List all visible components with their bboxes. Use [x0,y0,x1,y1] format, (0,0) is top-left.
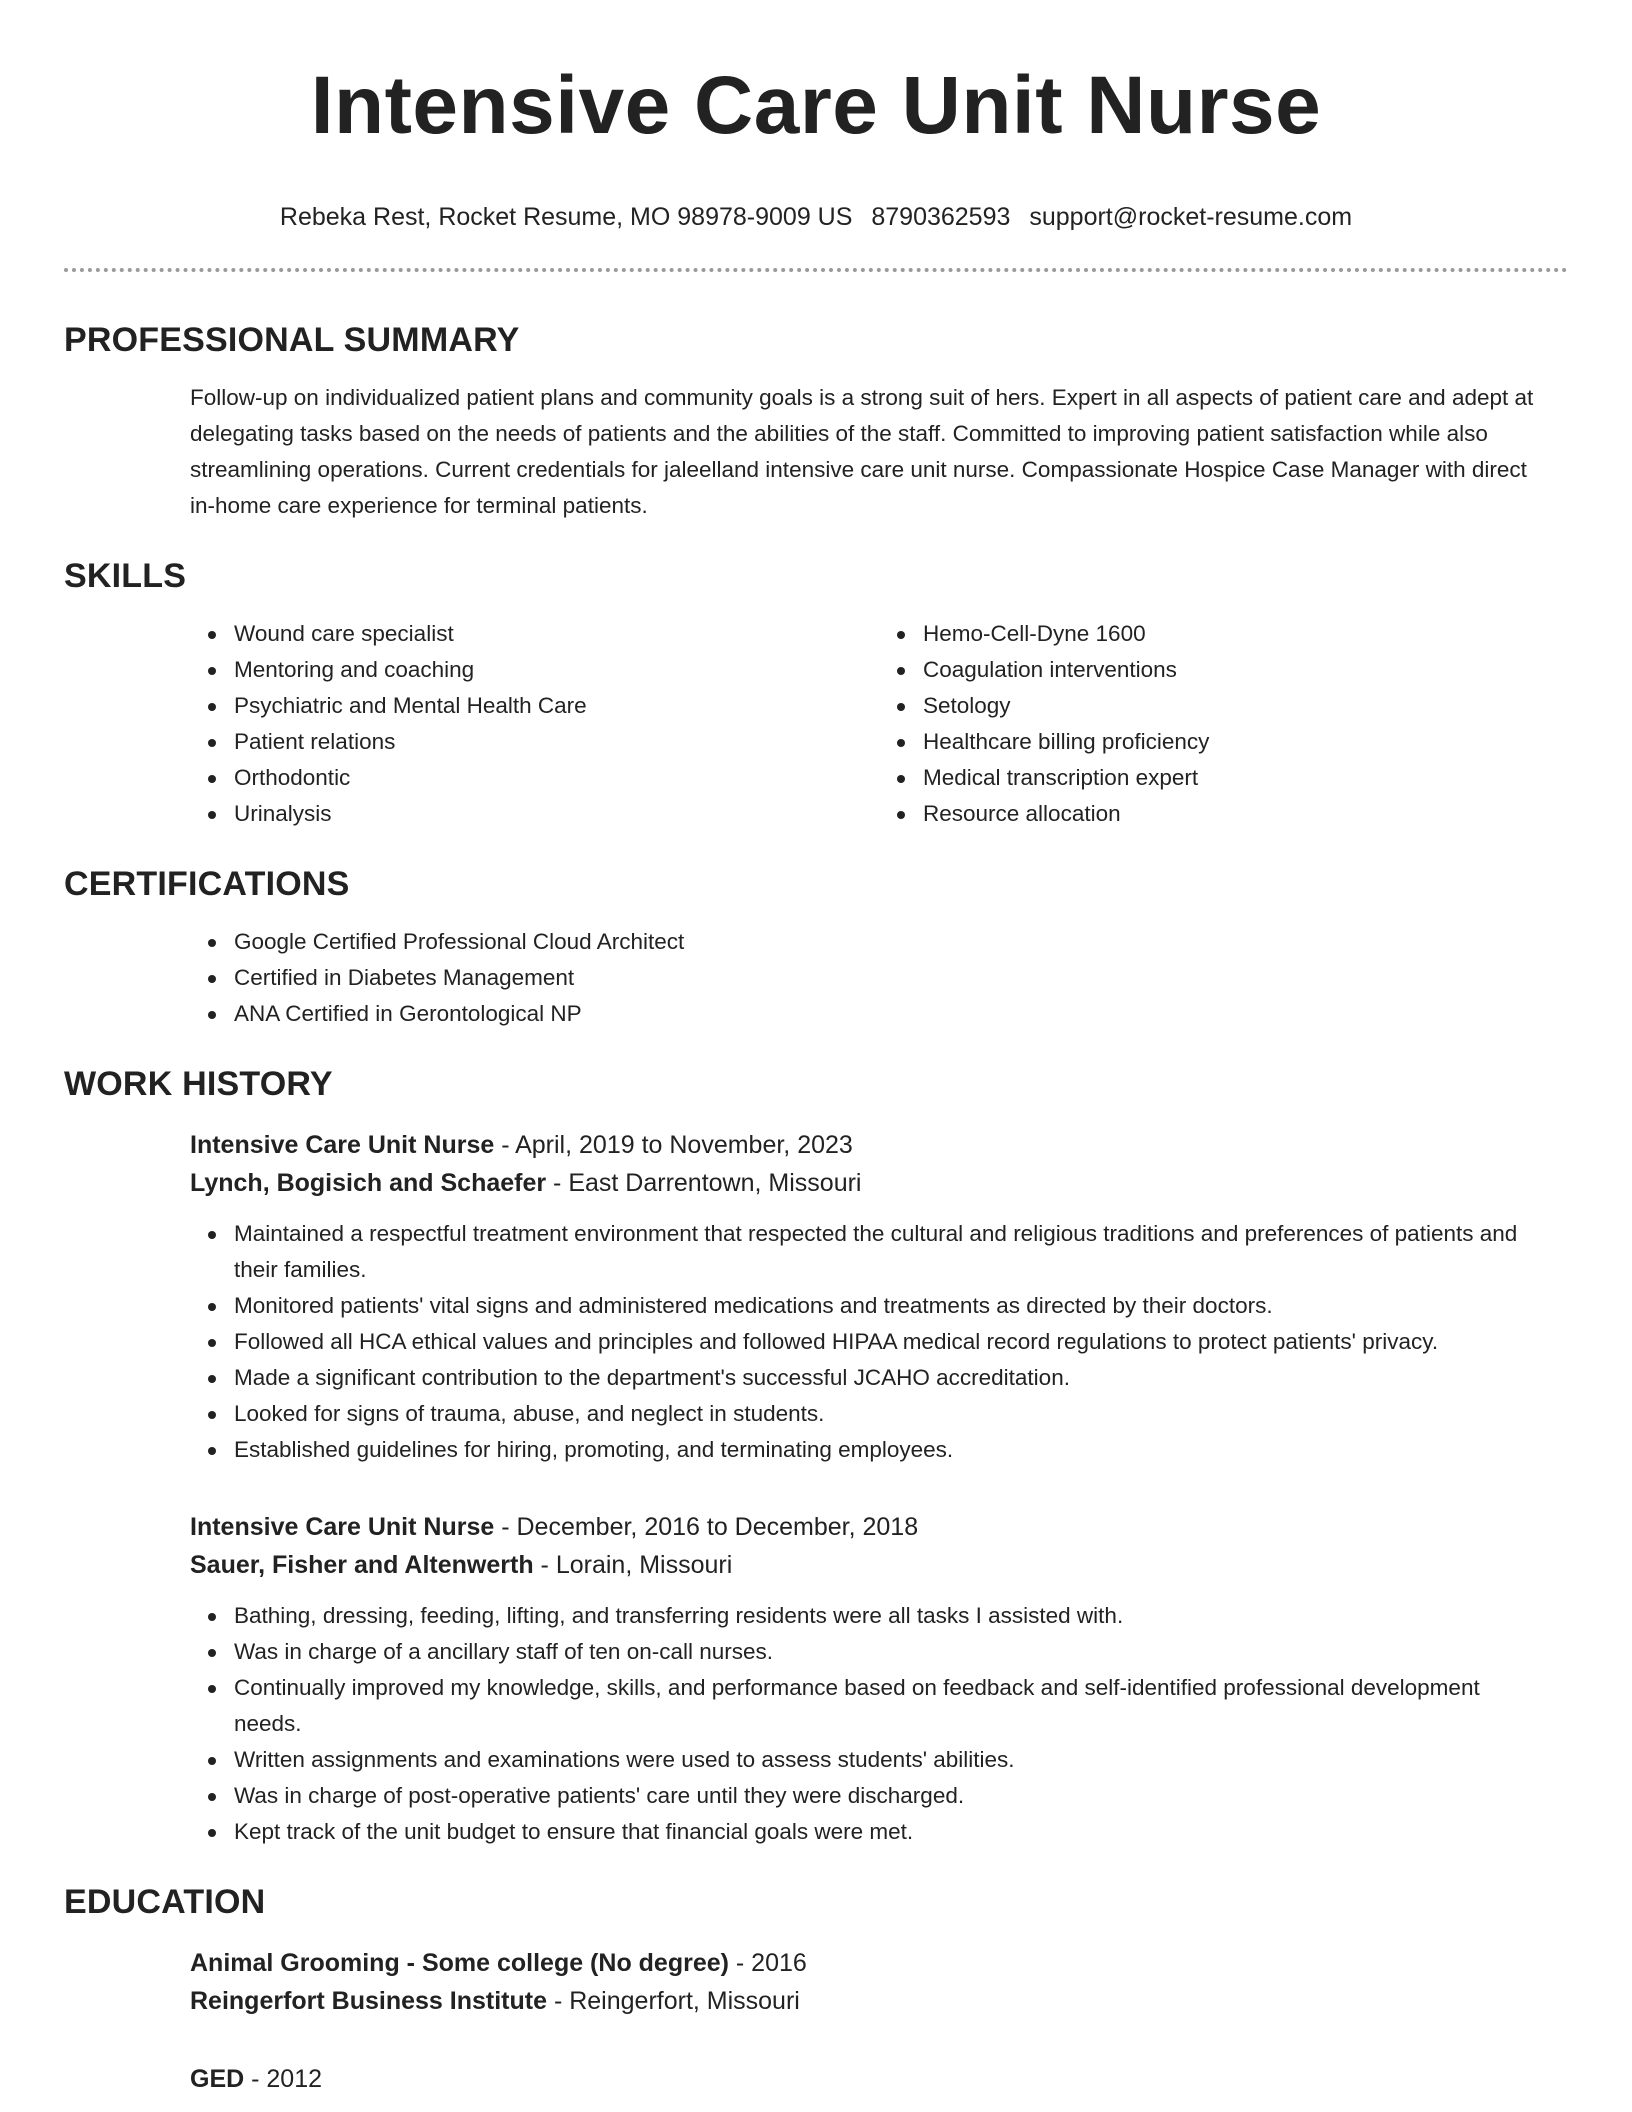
education-location: - Reingerfort, Missouri [547,1987,800,2015]
job-duty: Bathing, dressing, feeding, lifting, and transferring residents were all tasks I assisted with. [234,1598,1538,1634]
job-company-line [190,1546,1568,1584]
work-history-heading: WORK HISTORY [64,1065,333,1103]
phone: 8790362593 [871,203,1011,231]
skill-item: Hemo-Cell-Dyne 1600 [923,616,1568,652]
skills-list [64,616,1568,832]
certification-item: Google Certified Professional Cloud Architect [234,924,1568,960]
certification-item: ANA Certified in Gerontological NP [234,996,1568,1032]
education-year: - 2012 [244,2065,323,2093]
address: Rebeka Rest, Rocket Resume, MO 98978-9009 US [279,203,853,231]
education-year: - 2016 [728,1949,807,1977]
skill-item: Setology [923,688,1568,724]
summary-heading: PROFESSIONAL SUMMARY [64,321,520,359]
job-duty: Kept track of the unit budget to ensure that financial goals were met. [234,1814,1538,1850]
skill-item: Mentoring and coaching [234,652,879,688]
job-duties-list [190,1598,1568,1850]
education-school: Reingerfort Business Institute [190,1987,547,2015]
education-school-line [190,1982,1568,2020]
job-duty: Continually improved my knowledge, skills, and performance based on feedback and self-identified professional development needs. [234,1670,1538,1742]
job-role: Intensive Care Unit Nurse [190,1513,495,1541]
skill-item: Wound care specialist [234,616,879,652]
job-duty: Was in charge of post-operative patients' care until they were discharged. [234,1778,1538,1814]
skill-item: Coagulation interventions [923,652,1568,688]
job-role-line [190,1126,1568,1164]
summary-text: Follow-up on individualized patient plans and community goals is a strong suit of hers. Expert in all aspects of patient care and adept at delegating tasks based on the needs of patients and the abilities of the staff. Committed to improving patient satisfaction while also streamlining operations. Current credentials for jaleelland intensive care unit nurse. Compassionate Hospice Case Manager with direct in-home care experience for terminal patients. [190,385,1534,518]
job-role-line [190,1508,1568,1546]
skill-item: Medical transcription expert [923,760,1568,796]
education-degree-line [190,1944,1568,1982]
job-dates: - December, 2016 to December, 2018 [494,1513,919,1541]
education-degree-line [190,2060,1568,2098]
job-duty: Established guidelines for hiring, promoting, and terminating employees. [234,1432,1538,1468]
job-entry [190,1508,1568,1850]
job-duty: Made a significant contribution to the department's successful JCAHO accreditation. [234,1360,1538,1396]
education-degree: Animal Grooming - Some college (No degree) [190,1949,729,1977]
job-location: - Lorain, Missouri [533,1551,733,1579]
skill-item: Patient relations [234,724,879,760]
job-duty: Monitored patients' vital signs and administered medications and treatments as directed by their doctors. [234,1288,1538,1324]
skills-heading: SKILLS [64,557,187,595]
job-duties-list [190,1216,1568,1468]
certification-item: Certified in Diabetes Management [234,960,1568,996]
skills-column-left [190,616,879,832]
job-duty: Was in charge of a ancillary staff of ten on-call nurses. [234,1634,1538,1670]
job-company-line [190,1164,1568,1202]
education-entry [190,2060,1568,2098]
contact-line [64,200,1568,234]
job-duty: Followed all HCA ethical values and principles and followed HIPAA medical record regulations to protect patients' privacy. [234,1324,1538,1360]
job-company: Lynch, Bogisich and Schaefer [190,1169,547,1197]
skill-item: Resource allocation [923,796,1568,832]
job-role: Intensive Care Unit Nurse [190,1131,495,1159]
job-location: - East Darrentown, Missouri [546,1169,862,1197]
resume-title: Intensive Care Unit Nurse [310,60,1322,151]
skill-item: Psychiatric and Mental Health Care [234,688,879,724]
email: support@rocket-resume.com [1029,203,1353,231]
education-degree: GED [190,2065,245,2093]
skill-item: Healthcare billing proficiency [923,724,1568,760]
education-heading: EDUCATION [64,1883,266,1921]
job-duty: Maintained a respectful treatment environment that respected the cultural and religious traditions and preferences of patients and their families. [234,1216,1538,1288]
certifications-list [190,924,1568,1032]
education-entry [190,1944,1568,2020]
skills-column-right [879,616,1568,832]
certifications-heading: CERTIFICATIONS [64,865,350,903]
skill-item: Orthodontic [234,760,879,796]
header-divider [64,268,1568,272]
skill-item: Urinalysis [234,796,879,832]
job-entry [190,1126,1568,1468]
job-duty: Looked for signs of trauma, abuse, and neglect in students. [234,1396,1538,1432]
job-dates: - April, 2019 to November, 2023 [494,1131,853,1159]
job-company: Sauer, Fisher and Altenwerth [190,1551,534,1579]
job-duty: Written assignments and examinations were used to assess students' abilities. [234,1742,1538,1778]
